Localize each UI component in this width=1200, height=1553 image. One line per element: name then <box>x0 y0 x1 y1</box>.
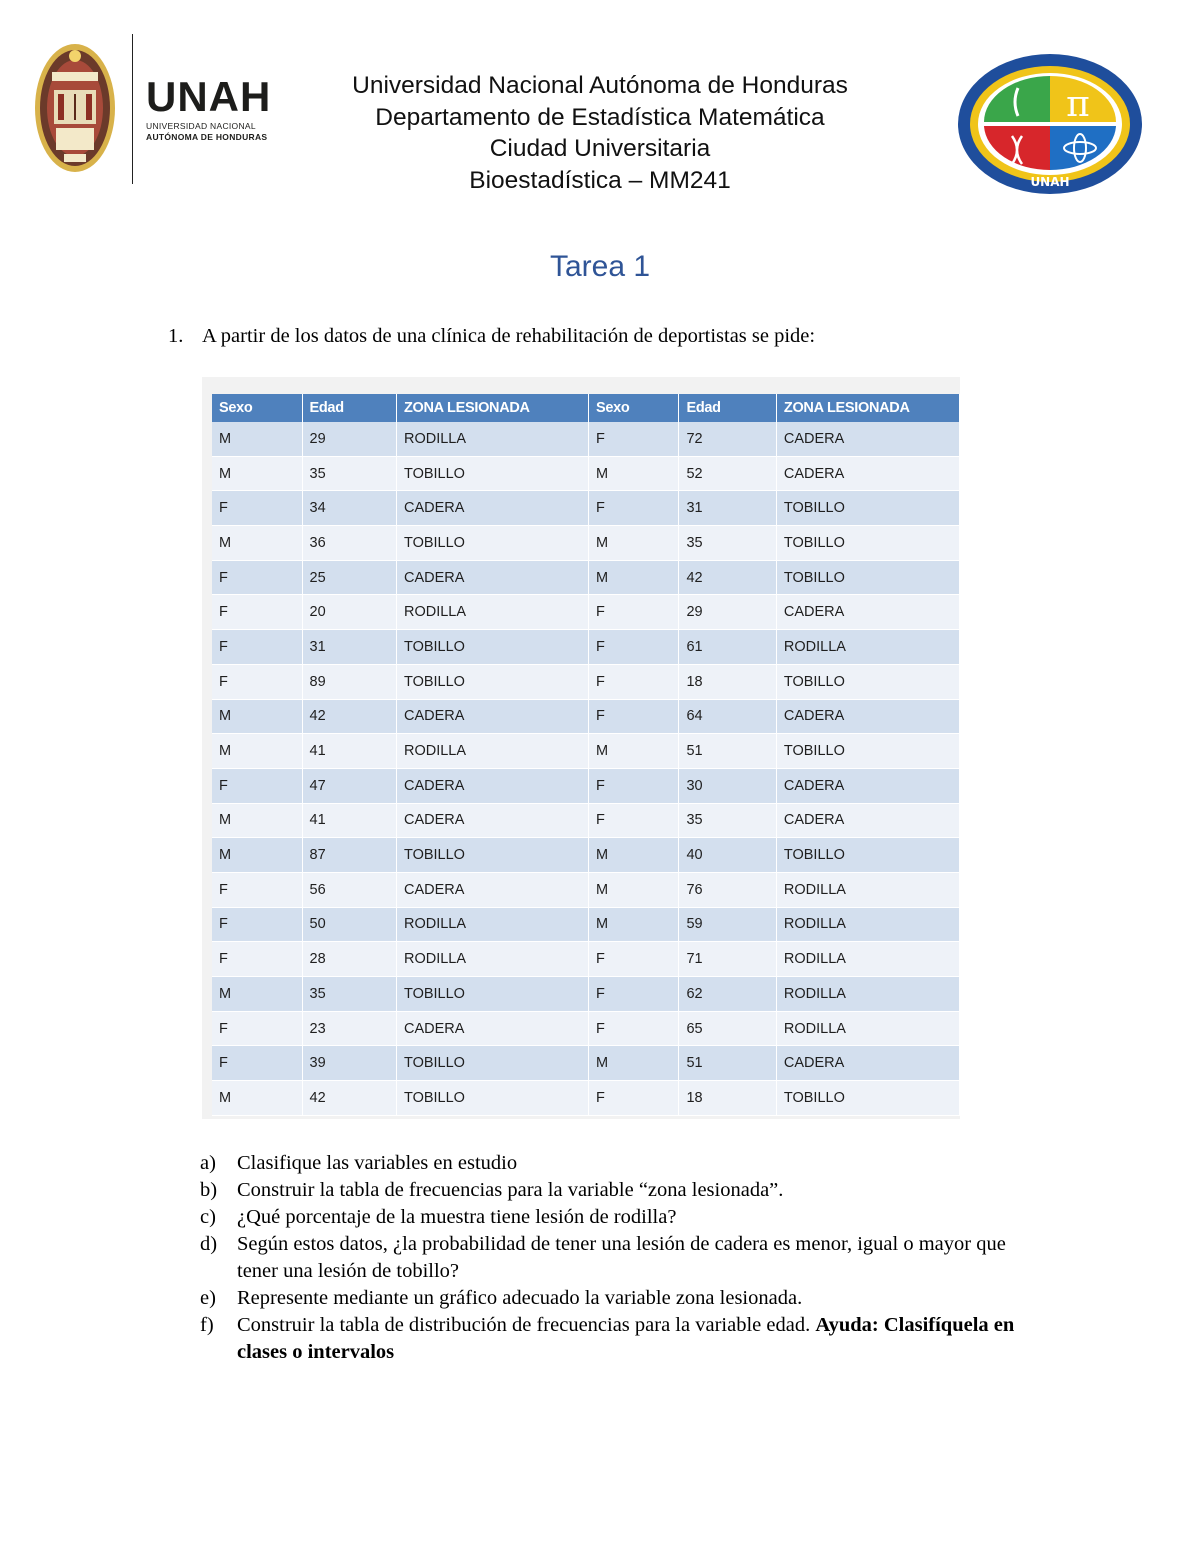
subquestion-b <box>200 1177 1030 1204</box>
header-sexo-1: Sexo <box>212 394 303 422</box>
patients-data-table <box>212 394 960 1116</box>
cell-sexo-2: M <box>589 457 680 492</box>
cell-sexo-1: M <box>212 1081 303 1116</box>
cell-edad-2: 31 <box>679 491 776 526</box>
cell-zona-2: RODILLA <box>777 908 960 943</box>
cell-sexo-2: M <box>589 561 680 596</box>
header-sexo-2: Sexo <box>589 394 680 422</box>
cell-zona-2: TOBILLO <box>777 665 960 700</box>
cell-edad-1: 42 <box>303 1081 397 1116</box>
cell-edad-2: 64 <box>679 700 776 735</box>
cell-edad-2: 51 <box>679 734 776 769</box>
cell-sexo-2: M <box>589 526 680 561</box>
cell-sexo-2: F <box>589 700 680 735</box>
cell-edad-2: 65 <box>679 1012 776 1047</box>
cell-edad-2: 40 <box>679 838 776 873</box>
table-row <box>212 942 960 977</box>
cell-sexo-2: M <box>589 734 680 769</box>
cell-zona-2: CADERA <box>777 422 960 457</box>
cell-zona-1: CADERA <box>397 561 589 596</box>
table-row <box>212 630 960 665</box>
header-institution <box>300 70 900 196</box>
cell-edad-2: 59 <box>679 908 776 943</box>
cell-edad-1: 34 <box>303 491 397 526</box>
subquestion-label: c) <box>200 1206 216 1228</box>
cell-sexo-1: F <box>212 665 303 700</box>
subquestion-label: d) <box>200 1233 218 1255</box>
cell-zona-1: RODILLA <box>397 734 589 769</box>
cell-zona-1: CADERA <box>397 873 589 908</box>
table-row <box>212 700 960 735</box>
cell-edad-1: 56 <box>303 873 397 908</box>
cell-edad-2: 30 <box>679 769 776 804</box>
cell-edad-2: 18 <box>679 665 776 700</box>
cell-zona-1: CADERA <box>397 1012 589 1047</box>
cell-edad-1: 35 <box>303 977 397 1012</box>
cell-sexo-1: F <box>212 769 303 804</box>
cell-sexo-1: F <box>212 908 303 943</box>
cell-sexo-2: F <box>589 769 680 804</box>
cell-edad-1: 29 <box>303 422 397 457</box>
subquestion-e <box>200 1285 1030 1312</box>
header-zona-1: ZONA LESIONADA <box>397 394 589 422</box>
cell-edad-2: 76 <box>679 873 776 908</box>
subquestion-text: Construir la tabla de distribución de frecuencias para la variable edad. <box>237 1314 811 1336</box>
cell-zona-1: CADERA <box>397 491 589 526</box>
cell-edad-1: 28 <box>303 942 397 977</box>
cell-sexo-2: F <box>589 630 680 665</box>
cell-sexo-2: F <box>589 422 680 457</box>
question-1-text: A partir de los datos de una clínica de rehabilitación de deportistas se pide: <box>202 325 816 347</box>
subquestion-c <box>200 1204 1030 1231</box>
cell-sexo-2: F <box>589 942 680 977</box>
subquestion-d <box>200 1231 1030 1285</box>
cell-edad-1: 35 <box>303 457 397 492</box>
cell-edad-2: 71 <box>679 942 776 977</box>
cell-sexo-1: F <box>212 491 303 526</box>
table-row <box>212 769 960 804</box>
table-row <box>212 422 960 457</box>
cell-edad-1: 25 <box>303 561 397 596</box>
cell-sexo-1: F <box>212 595 303 630</box>
cell-zona-2: CADERA <box>777 769 960 804</box>
cell-zona-2: CADERA <box>777 700 960 735</box>
cell-edad-1: 41 <box>303 804 397 839</box>
cell-edad-1: 42 <box>303 700 397 735</box>
cell-zona-1: TOBILLO <box>397 838 589 873</box>
cell-sexo-1: F <box>212 561 303 596</box>
cell-sexo-1: F <box>212 1012 303 1047</box>
cell-sexo-1: M <box>212 977 303 1012</box>
subquestion-text: Represente mediante un gráfico adecuado la variable zona lesionada. <box>237 1287 803 1309</box>
cell-sexo-2: M <box>589 908 680 943</box>
cell-sexo-2: M <box>589 838 680 873</box>
table-row <box>212 526 960 561</box>
unah-wordmark-text: UNAH <box>146 73 272 120</box>
cell-edad-2: 72 <box>679 422 776 457</box>
cell-sexo-2: F <box>589 491 680 526</box>
cell-zona-2: TOBILLO <box>777 491 960 526</box>
cell-edad-2: 52 <box>679 457 776 492</box>
cell-sexo-1: F <box>212 942 303 977</box>
table-row <box>212 595 960 630</box>
header-edad-2: Edad <box>679 394 776 422</box>
cell-sexo-2: M <box>589 1046 680 1081</box>
subquestion-text: Clasifique las variables en estudio <box>237 1152 518 1174</box>
cell-zona-2: CADERA <box>777 595 960 630</box>
subquestion-text: ¿Qué porcentaje de la muestra tiene lesión de rodilla? <box>237 1206 677 1228</box>
cell-sexo-1: M <box>212 422 303 457</box>
table-row <box>212 804 960 839</box>
cell-edad-2: 42 <box>679 561 776 596</box>
cell-edad-1: 47 <box>303 769 397 804</box>
subquestion-label: a) <box>200 1152 216 1174</box>
cell-edad-2: 51 <box>679 1046 776 1081</box>
cell-sexo-1: M <box>212 734 303 769</box>
cell-sexo-2: F <box>589 804 680 839</box>
cell-zona-1: TOBILLO <box>397 1081 589 1116</box>
cell-zona-2: TOBILLO <box>777 734 960 769</box>
header-line-city: Ciudad Universitaria <box>489 135 711 162</box>
cell-zona-1: CADERA <box>397 804 589 839</box>
cell-zona-2: RODILLA <box>777 977 960 1012</box>
page-title: Tarea 1 <box>549 250 651 283</box>
cell-zona-1: TOBILLO <box>397 457 589 492</box>
faculty-of-sciences-seal <box>956 48 1156 198</box>
cell-zona-1: TOBILLO <box>397 977 589 1012</box>
table-row <box>212 457 960 492</box>
cell-zona-2: CADERA <box>777 1046 960 1081</box>
table-row <box>212 734 960 769</box>
cell-edad-2: 29 <box>679 595 776 630</box>
cell-edad-1: 87 <box>303 838 397 873</box>
subquestion-label: e) <box>200 1287 216 1309</box>
header-zona-2: ZONA LESIONADA <box>777 394 960 422</box>
table-row <box>212 838 960 873</box>
table-row <box>212 873 960 908</box>
cell-edad-1: 23 <box>303 1012 397 1047</box>
subquestion-a <box>200 1150 1030 1177</box>
cell-edad-1: 39 <box>303 1046 397 1081</box>
table-row <box>212 1012 960 1047</box>
unah-seal-logo <box>34 42 116 174</box>
table-row <box>212 561 960 596</box>
cell-zona-2: TOBILLO <box>777 526 960 561</box>
cell-sexo-2: F <box>589 1081 680 1116</box>
cell-sexo-1: M <box>212 526 303 561</box>
unah-wordmark-sub1: UNIVERSIDAD NACIONAL <box>146 121 256 131</box>
table-row <box>212 908 960 943</box>
header-line-department: Departamento de Estadística Matemática <box>375 103 825 131</box>
cell-sexo-2: M <box>589 873 680 908</box>
cell-zona-2: CADERA <box>777 457 960 492</box>
cell-sexo-1: M <box>212 838 303 873</box>
cell-zona-2: RODILLA <box>777 630 960 665</box>
table-row <box>212 665 960 700</box>
cell-zona-1: RODILLA <box>397 942 589 977</box>
table-row <box>212 1046 960 1081</box>
table-row <box>212 491 960 526</box>
cell-sexo-2: F <box>589 665 680 700</box>
cell-edad-2: 18 <box>679 1081 776 1116</box>
data-table-container <box>202 377 960 1119</box>
subquestion-label: b) <box>200 1179 218 1201</box>
seal-unah-text: UNAH <box>1030 175 1070 189</box>
unah-wordmark <box>146 73 286 146</box>
subquestion-text: Construir la tabla de frecuencias para la variable “zona lesionada”. <box>237 1179 784 1201</box>
pi-symbol: π <box>1066 84 1090 125</box>
cell-edad-1: 41 <box>303 734 397 769</box>
cell-zona-1: TOBILLO <box>397 630 589 665</box>
cell-zona-2: RODILLA <box>777 942 960 977</box>
cell-sexo-1: F <box>212 873 303 908</box>
cell-edad-1: 20 <box>303 595 397 630</box>
header-line-course: Bioestadística – MM241 <box>469 166 731 194</box>
subquestion-f <box>200 1312 1030 1366</box>
cell-edad-1: 89 <box>303 665 397 700</box>
cell-zona-1: RODILLA <box>397 422 589 457</box>
cell-sexo-1: F <box>212 630 303 665</box>
cell-zona-2: RODILLA <box>777 873 960 908</box>
cell-zona-2: TOBILLO <box>777 838 960 873</box>
cell-sexo-2: F <box>589 1012 680 1047</box>
subquestion-label: f) <box>200 1314 214 1336</box>
subquestion-text-wrap <box>237 1312 1030 1366</box>
question-1-number: 1. <box>168 325 184 347</box>
unah-wordmark-sub2: AUTÓNOMA DE HONDURAS <box>146 132 268 142</box>
cell-zona-2: RODILLA <box>777 1012 960 1047</box>
cell-sexo-2: F <box>589 595 680 630</box>
cell-sexo-2: F <box>589 977 680 1012</box>
cell-edad-2: 61 <box>679 630 776 665</box>
subquestions-list <box>200 1150 1030 1366</box>
cell-edad-1: 50 <box>303 908 397 943</box>
cell-zona-2: TOBILLO <box>777 561 960 596</box>
table-row <box>212 977 960 1012</box>
cell-zona-2: TOBILLO <box>777 1081 960 1116</box>
cell-edad-2: 35 <box>679 526 776 561</box>
cell-edad-1: 36 <box>303 526 397 561</box>
header-divider <box>132 34 133 184</box>
cell-sexo-1: M <box>212 804 303 839</box>
cell-zona-1: RODILLA <box>397 908 589 943</box>
cell-edad-2: 62 <box>679 977 776 1012</box>
subquestion-text: Según estos datos, ¿la probabilidad de tener una lesión de cadera es menor, igual o mayor que tener una lesión de tobillo? <box>237 1233 1006 1282</box>
cell-zona-1: CADERA <box>397 769 589 804</box>
cell-sexo-1: F <box>212 1046 303 1081</box>
subquestion-hint: Ayuda: Clasifíquela en clases o intervalos <box>237 1314 1015 1363</box>
cell-sexo-1: M <box>212 457 303 492</box>
cell-zona-1: RODILLA <box>397 595 589 630</box>
cell-sexo-1: M <box>212 700 303 735</box>
table-header-row <box>212 394 960 422</box>
table-row <box>212 1081 960 1116</box>
cell-zona-1: TOBILLO <box>397 1046 589 1081</box>
header-edad-1: Edad <box>303 394 397 422</box>
cell-zona-1: TOBILLO <box>397 665 589 700</box>
cell-zona-1: CADERA <box>397 700 589 735</box>
header-line-university: Universidad Nacional Autónoma de Honduras <box>352 72 848 99</box>
cell-edad-1: 31 <box>303 630 397 665</box>
question-1 <box>168 325 815 348</box>
cell-zona-2: CADERA <box>777 804 960 839</box>
cell-zona-1: TOBILLO <box>397 526 589 561</box>
cell-edad-2: 35 <box>679 804 776 839</box>
